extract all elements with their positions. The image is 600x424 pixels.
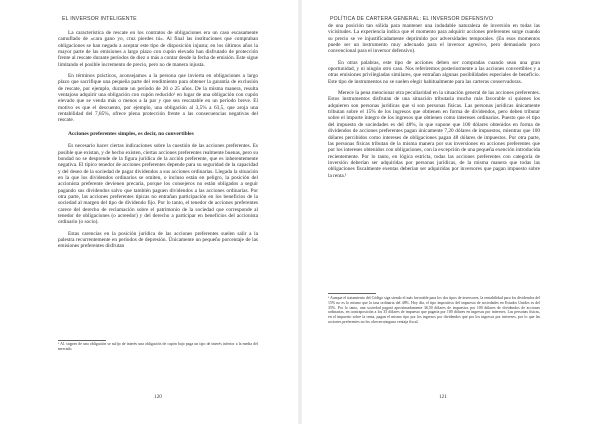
section-heading: Acciones preferentes simples, es decir, no convertibles xyxy=(68,130,194,137)
footnote: ¹ Aunque el tratamiento del Código siga siendo el más favorable para los dos tipos de inversores, la rentabilidad para los dividendos del 15% no es lo mismo que la tasa ordinaria del 48%. Hoy día, el tipo impositivo del impuesto de sociedades en Estados Unidos es del 35%. Por lo tanto, una sociedad pagará aproximadamente 36,50 dólares de impuestos por 100 dólares de dividendos de acciones ordinarias, en contraposición a los 35 dólares de impuesto que pagaría por 100 dólares en ingresos por intereses. Las personas físicas, en el impuesto sobre la renta, pagan el mismo tipo por los ingresos por dividendos que por los ingresos por intereses, por lo que las acciones preferentes no les ofrecen ninguna ventaja fiscal. xyxy=(328,296,540,324)
paragraph: La característica de rescate en los contratos de obligaciones era un caso escasamente camuflado de «cara gano yo, cruz pierdes tú». Al final las instituciones que compraban obligaciones se han negado a aceptar este tipo de disposición injusta; en los últimos años la mayor parte de las emisiones a largo plazo con cupón elevado han disfrutado de protección frente al rescate durante períodos de diez o más a contar desde la fecha de emisión. Este sigue limitando el posible incremento de precio, pero no de manera injusta. xyxy=(58,30,258,68)
right-page xyxy=(300,0,600,424)
paragraph: Merece la pena mencionar otra peculiaridad en la situación general de las acciones preferentes. Estos instrumentos disfrutan de una situación tributaria mucho más favorable si quienes los adquieren son personas jurídicas que si son personas físicas. Las personas jurídicas únicamente tributan sobre el 15% de los ingresos que obtienen en forma de dividendos, pero deben tributar sobre el importe íntegro de los ingresos que obtienen como intereses ordinarios. Puesto que el tipo del impuesto de sociedades es del 48%, lo que supone que 100 dólares obtenidos en forma de dividendos de acciones preferentes pagan únicamente 7,20 dólares de impuestos, mientras que 100 dólares percibidos como intereses de obligaciones pagan 48 dólares de impuestos. Por otra parte, las personas físicas tributan de la misma manera por sus inversiones en acciones preferentes que por los intereses obtenidos con obligaciones, con la excepción de una pequeña exención introducida recientemente. Por lo tanto, en lógica estricta, todas las acciones preferentes con categoría de inversión deberían ser adquiridas por personas jurídicas, de la misma manera que todas las obligaciones fiscalmente exentas deberían ser adquiridas por inversores que pagan impuesto sobre la renta.¹ xyxy=(328,90,540,179)
paragraph: En otras palabras, este tipo de acciones deben ser compradas cuando sean una gran oportunidad, y ni ningún otro caso. Nos referiremos posteriormente a las acciones convertibles y a otras emisiones privilegiadas similares, que entrañan algunas posibilidades especiales de beneficio. Este tipo de instrumentos no se suelen elegir habitualmente para las carteras conservadoras. xyxy=(328,59,540,85)
body-text xyxy=(328,23,540,184)
page-number: 120 xyxy=(154,394,162,400)
body-text xyxy=(58,30,258,255)
running-header: EL INVERSOR INTELIGENTE xyxy=(62,16,137,22)
paragraph: Es necesario hacer ciertas indicaciones sobre la cuestión de las acciones preferentes. Es posible que existan, y de hecho existen, ciertas acciones preferentes realmente buenas, pero su bondad no se desprende de la figura jurídica de la acción preferente, que es inherentemente negativa. El típico tenedor de acciones preferentes depende para su seguridad de la capacidad y del deseo de la sociedad de pagar dividendos a sus acciones ordinarias. Llegada la situación en la que los dividendos ordinarios se omiten, o incluso están en peligro, la posición del accionista preferente devienen precaria, porque los consejeros no están obligados a seguir pagando sus dividendos salvo que también paguen dividendos a las acciones ordinarias. Por otra parte, las acciones preferentes típicas no entrañan participación en los beneficios de la sociedad al margen del tipo de dividendo fijo. Por lo tanto, el tenedor de acciones preferentes carece del derecho de reclamación sobre el patrimonio de la sociedad que corresponde al tenedor de obligaciones (o acreedor) y del derecho a participar en beneficios del accionista ordinario (o socio). xyxy=(58,143,258,226)
page-number: 121 xyxy=(439,394,447,400)
paragraph: En términos prácticos, aconsejamos a la persona que invierta en obligaciones a largo plazo que sacrifique una pequeña parte del rendimiento para obtener la garantía de exclusión de rescate, por ejemplo, durante un período de 20 o 25 años. De la misma manera, resulta ventajoso adquirir una obligación con cupón reducido¹ en lugar de una obligación con cupón elevado que se venda más o menos a la par y que sea rescatable en un período breve. El motivo es que el descuento, por ejemplo, una obligación al 3,5% a 63,5, que aroja una rentabilidad del 7,85%, ofrece plena protección frente a las consecuencias negativas del rescate. xyxy=(58,73,258,124)
paragraph: de una posición tan sólida para mantener una indudable naturaleza de inversión en todas las vicisitudes. La experiencia indica que el momento para adquirir acciones preferentes surge cuando su precio se ve injustificadamente deprimido por adversidades temporales. (En esos momentos puede ser un instrumento muy adecuado para el inversor agresivo, pero demasiado poco convencional para el inversor defensivo). xyxy=(328,23,540,55)
footnote-divider xyxy=(328,293,376,294)
paragraph: Estas carencias en la posición jurídica de las acciones preferentes suelen salir a la palestra recurrentemente en períodos de depresión. Únicamente un pequeño porcentaje de las emisiones preferentes disfrutan xyxy=(58,230,258,250)
footnote: ¹ Al. siqpres de una obligación se sufijo de interés una obligación de cupón bajo paga un tipo de interés inferior a la media del mercado. xyxy=(58,342,258,351)
running-header: POLÍTICA DE CARTERA GENERAL: EL INVERSOR DEFENSIVO xyxy=(330,16,494,22)
footnote-divider xyxy=(58,340,106,341)
